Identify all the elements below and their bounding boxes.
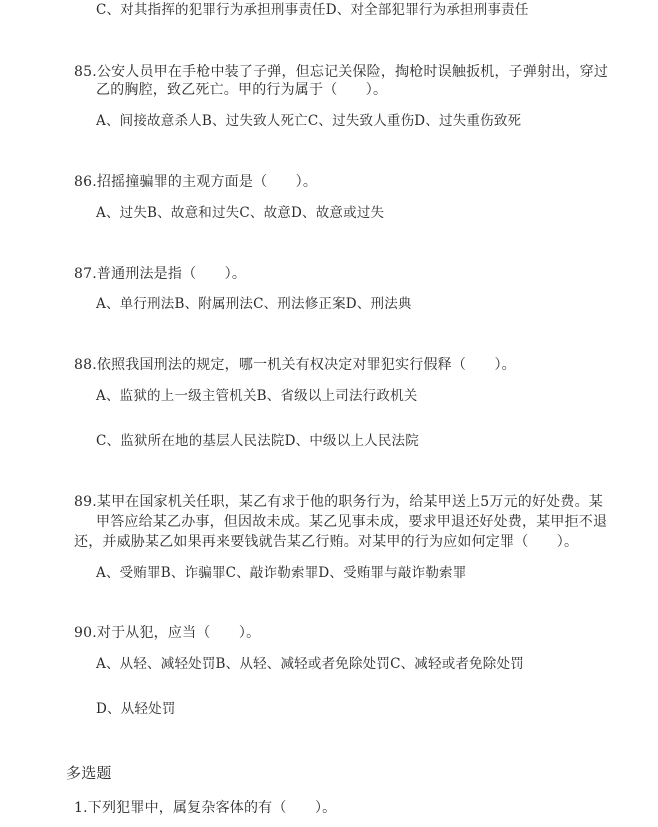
options-line: A、从轻、减轻处罚B、从轻、减轻或者免除处罚C、减轻或者免除处罚 [96, 656, 524, 672]
question-text-line: 下列犯罪中，属复杂客体的有（ ）。 [87, 800, 337, 816]
options-line: A、单行刑法B、附属刑法C、刑法修正案D、刑法典 [96, 296, 412, 312]
question-number: 89. [74, 494, 97, 510]
question-number: 86. [74, 174, 97, 190]
question-text-line: 普通刑法是指（ ）。 [96, 266, 247, 282]
question-number: 88. [74, 357, 97, 373]
question-text-line: 甲答应给某乙办事，但因故未成。某乙见事未成，要求甲退还好处费，某甲拒不退 [96, 514, 608, 530]
question-text-line: 公安人员甲在手枪中装了子弹，但忘记关保险，掏枪时误触扳机，子弹射出，穿过 [96, 64, 609, 80]
question-number: 85. [74, 64, 97, 80]
question-text-line: 还，并威胁某乙如果再来要钱就告某乙行贿。对某甲的行为应如何定罪（ ）。 [74, 534, 579, 550]
question-number: 87. [74, 266, 97, 282]
options-line: C、监狱所在地的基层人民法院D、中级以上人民法院 [96, 433, 419, 449]
question-text-line: 某甲在国家机关任职，某乙有求于他的职务行为，给某甲送上5万元的好处费。某 [96, 494, 603, 510]
options-line: A、受贿罪B、诈骗罪C、敲诈勒索罪D、受贿罪与敲诈勒索罪 [96, 565, 467, 581]
section-title: 多选题 [66, 764, 112, 782]
question-text-line: 招摇撞骗罪的主观方面是（ ）。 [96, 174, 318, 190]
question-number: 90. [74, 625, 97, 641]
options-line: A、监狱的上一级主管机关B、省级以上司法行政机关 [96, 388, 418, 404]
question-text-line: 依照我国刑法的规定，哪一机关有权决定对罪犯实行假释（ ）。 [96, 357, 516, 373]
prev-options-line: C、对其指挥的犯罪行为承担刑事责任D、对全部犯罪行为承担刑事责任 [96, 2, 529, 18]
question-text-line: 对于从犯，应当（ ）。 [96, 625, 261, 641]
options-line: A、过失B、故意和过失C、故意D、故意或过失 [96, 205, 385, 221]
question-number: 1. [74, 800, 88, 816]
question-text-line: 乙的胸腔，致乙死亡。甲的行为属于（ ）。 [96, 82, 388, 98]
options-line: A、间接故意杀人B、过失致人死亡C、过失致人重伤D、过失重伤致死 [96, 113, 522, 129]
options-line: D、从轻处罚 [96, 701, 176, 717]
